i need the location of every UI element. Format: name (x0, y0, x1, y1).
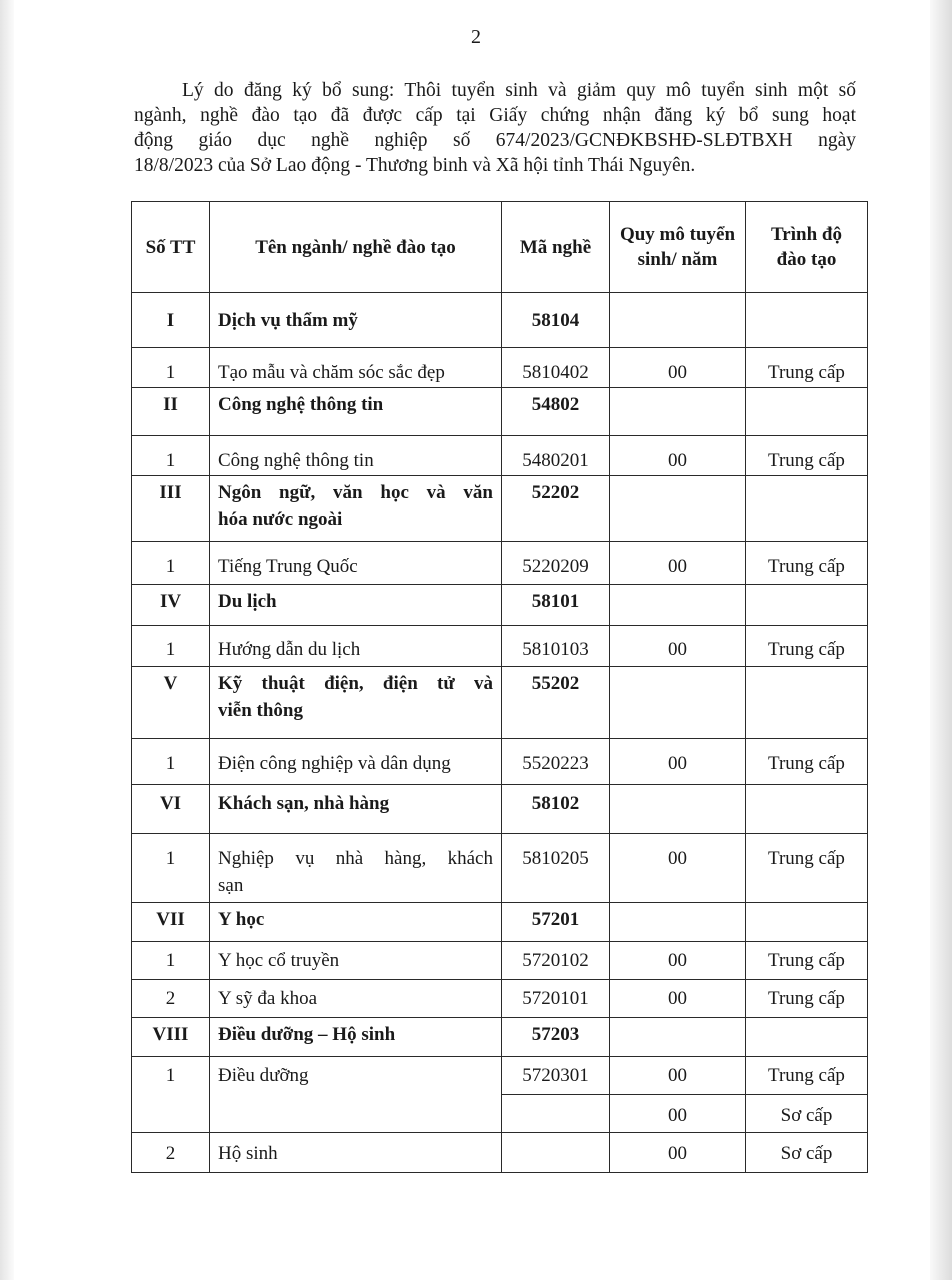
cell-scale: 00 (610, 542, 746, 585)
cell-code: 5720101 (502, 980, 610, 1018)
cell-scale (610, 903, 746, 942)
cell-code: 52202 (502, 476, 610, 542)
cell-stt: VII (132, 903, 210, 942)
cell-code: 58101 (502, 585, 610, 626)
table-row (132, 436, 868, 476)
table-row (132, 739, 868, 785)
header-code: Mã nghề (502, 202, 610, 293)
group-row (132, 785, 868, 834)
cell-scale (610, 585, 746, 626)
cell-code: 57201 (502, 903, 610, 942)
cell-name: Y học (210, 903, 502, 942)
cell-name: Điều dưỡng – Hộ sinh (210, 1018, 502, 1057)
cell-scale (610, 667, 746, 739)
cell-stt: 2 (132, 1133, 210, 1173)
intro-line: động giáo dục nghề nghiệp số 674/2023/GCNĐKBSHĐ-SLĐTBXH ngày (134, 130, 856, 151)
cell-stt: 2 (132, 980, 210, 1018)
page-left-edge (0, 0, 14, 1280)
cell-name-line: hóa nước ngoài (218, 509, 343, 530)
cell-name: Dịch vụ thẩm mỹ (210, 293, 502, 348)
cell-code: 5480201 (502, 436, 610, 476)
cell-name-line: Nghiệp vụ nhà hàng, khách (218, 848, 493, 869)
cell-code: 5810205 (502, 834, 610, 903)
cell-name-line: Ngôn ngữ, văn học và văn (218, 482, 493, 503)
intro-line: ngành, nghề đào tạo đã được cấp tại Giấy chứng nhận đăng ký bổ sung hoạt (134, 105, 856, 126)
cell-stt: 1 (132, 348, 210, 388)
cell-code: 55202 (502, 667, 610, 739)
cell-scale: 00 (610, 626, 746, 667)
cell-name-line: Kỹ thuật điện, điện tử và (218, 673, 493, 694)
table-row (132, 942, 868, 980)
cell-level: Sơ cấp (746, 1095, 868, 1133)
cell-level: Trung cấp (746, 980, 868, 1018)
cell-name: Y sỹ đa khoa (210, 980, 502, 1018)
cell-code: 5720102 (502, 942, 610, 980)
intro-line: Lý do đăng ký bổ sung: Thôi tuyển sinh và giảm quy mô tuyển sinh một số (182, 80, 856, 101)
cell-name: Công nghệ thông tin (210, 436, 502, 476)
header-scale: Quy mô tuyển sinh/ năm (610, 202, 746, 293)
cell-scale (610, 293, 746, 348)
cell-name-line: viễn thông (218, 700, 303, 721)
cell-stt: II (132, 388, 210, 436)
table-row (132, 1057, 868, 1095)
cell-stt: 1 (132, 436, 210, 476)
table-row (132, 1133, 868, 1173)
cell-scale (610, 476, 746, 542)
group-row (132, 1018, 868, 1057)
cell-level (746, 585, 868, 626)
training-table (131, 201, 868, 1173)
cell-level (746, 1018, 868, 1057)
cell-level (746, 476, 868, 542)
cell-scale (610, 1018, 746, 1057)
table-row (132, 980, 868, 1018)
header-name: Tên ngành/ nghề đào tạo (210, 202, 502, 293)
cell-code: 54802 (502, 388, 610, 436)
cell-stt: 1 (132, 942, 210, 980)
group-row (132, 903, 868, 942)
cell-scale (610, 785, 746, 834)
cell-code: 58102 (502, 785, 610, 834)
cell-code (502, 1133, 610, 1173)
page-right-edge (930, 0, 952, 1280)
cell-code: 58104 (502, 293, 610, 348)
cell-scale: 00 (610, 739, 746, 785)
cell-level: Trung cấp (746, 1057, 868, 1095)
group-row (132, 388, 868, 436)
cell-name: Hướng dẫn du lịch (210, 626, 502, 667)
table-row (132, 626, 868, 667)
cell-level: Trung cấp (746, 436, 868, 476)
cell-name (210, 667, 502, 739)
cell-stt: VIII (132, 1018, 210, 1057)
cell-level: Trung cấp (746, 348, 868, 388)
cell-scale: 00 (610, 1095, 746, 1133)
cell-level (746, 785, 868, 834)
cell-code (502, 1095, 610, 1133)
header-stt: Số TT (132, 202, 210, 293)
cell-stt: 1 (132, 542, 210, 585)
cell-scale: 00 (610, 348, 746, 388)
cell-name: Khách sạn, nhà hàng (210, 785, 502, 834)
cell-name: Tạo mẫu và chăm sóc sắc đẹp (210, 348, 502, 388)
cell-level (746, 388, 868, 436)
cell-name: Hộ sinh (210, 1133, 502, 1173)
cell-name (210, 834, 502, 903)
cell-scale: 00 (610, 1133, 746, 1173)
cell-stt: III (132, 476, 210, 542)
cell-name: Tiếng Trung Quốc (210, 542, 502, 585)
cell-level (746, 903, 868, 942)
cell-level: Sơ cấp (746, 1133, 868, 1173)
cell-code: 5810402 (502, 348, 610, 388)
cell-scale: 00 (610, 942, 746, 980)
cell-stt: 1 (132, 739, 210, 785)
cell-level: Trung cấp (746, 626, 868, 667)
cell-scale: 00 (610, 834, 746, 903)
group-row (132, 667, 868, 739)
page-number: 2 (471, 26, 481, 48)
cell-stt: IV (132, 585, 210, 626)
intro-paragraph (134, 78, 856, 178)
cell-code: 5810103 (502, 626, 610, 667)
cell-stt: V (132, 667, 210, 739)
cell-level: Trung cấp (746, 542, 868, 585)
table-row (132, 834, 868, 903)
cell-code: 5220209 (502, 542, 610, 585)
cell-code: 5520223 (502, 739, 610, 785)
cell-stt: VI (132, 785, 210, 834)
cell-stt: 1 (132, 834, 210, 903)
cell-level (746, 293, 868, 348)
cell-stt: 1 (132, 1057, 210, 1133)
cell-name: Điện công nghiệp và dân dụng (210, 739, 502, 785)
cell-level (746, 667, 868, 739)
table-header-row (132, 202, 868, 293)
intro-line: 18/8/2023 của Sở Lao động - Thương binh và Xã hội tỉnh Thái Nguyên. (134, 155, 696, 176)
cell-level: Trung cấp (746, 942, 868, 980)
group-row (132, 585, 868, 626)
cell-level: Trung cấp (746, 834, 868, 903)
table-row (132, 348, 868, 388)
cell-scale: 00 (610, 980, 746, 1018)
table-row (132, 542, 868, 585)
cell-scale: 00 (610, 1057, 746, 1095)
header-level: Trình độ đào tạo (746, 202, 868, 293)
cell-code: 5720301 (502, 1057, 610, 1095)
cell-scale (610, 388, 746, 436)
cell-stt: I (132, 293, 210, 348)
cell-name-line: sạn (218, 875, 244, 896)
group-row (132, 293, 868, 348)
cell-name: Du lịch (210, 585, 502, 626)
group-row (132, 476, 868, 542)
cell-stt: 1 (132, 626, 210, 667)
cell-name: Công nghệ thông tin (210, 388, 502, 436)
cell-name: Y học cổ truyền (210, 942, 502, 980)
cell-scale: 00 (610, 436, 746, 476)
cell-name: Điều dưỡng (210, 1057, 502, 1133)
cell-code: 57203 (502, 1018, 610, 1057)
cell-level: Trung cấp (746, 739, 868, 785)
cell-name (210, 476, 502, 542)
